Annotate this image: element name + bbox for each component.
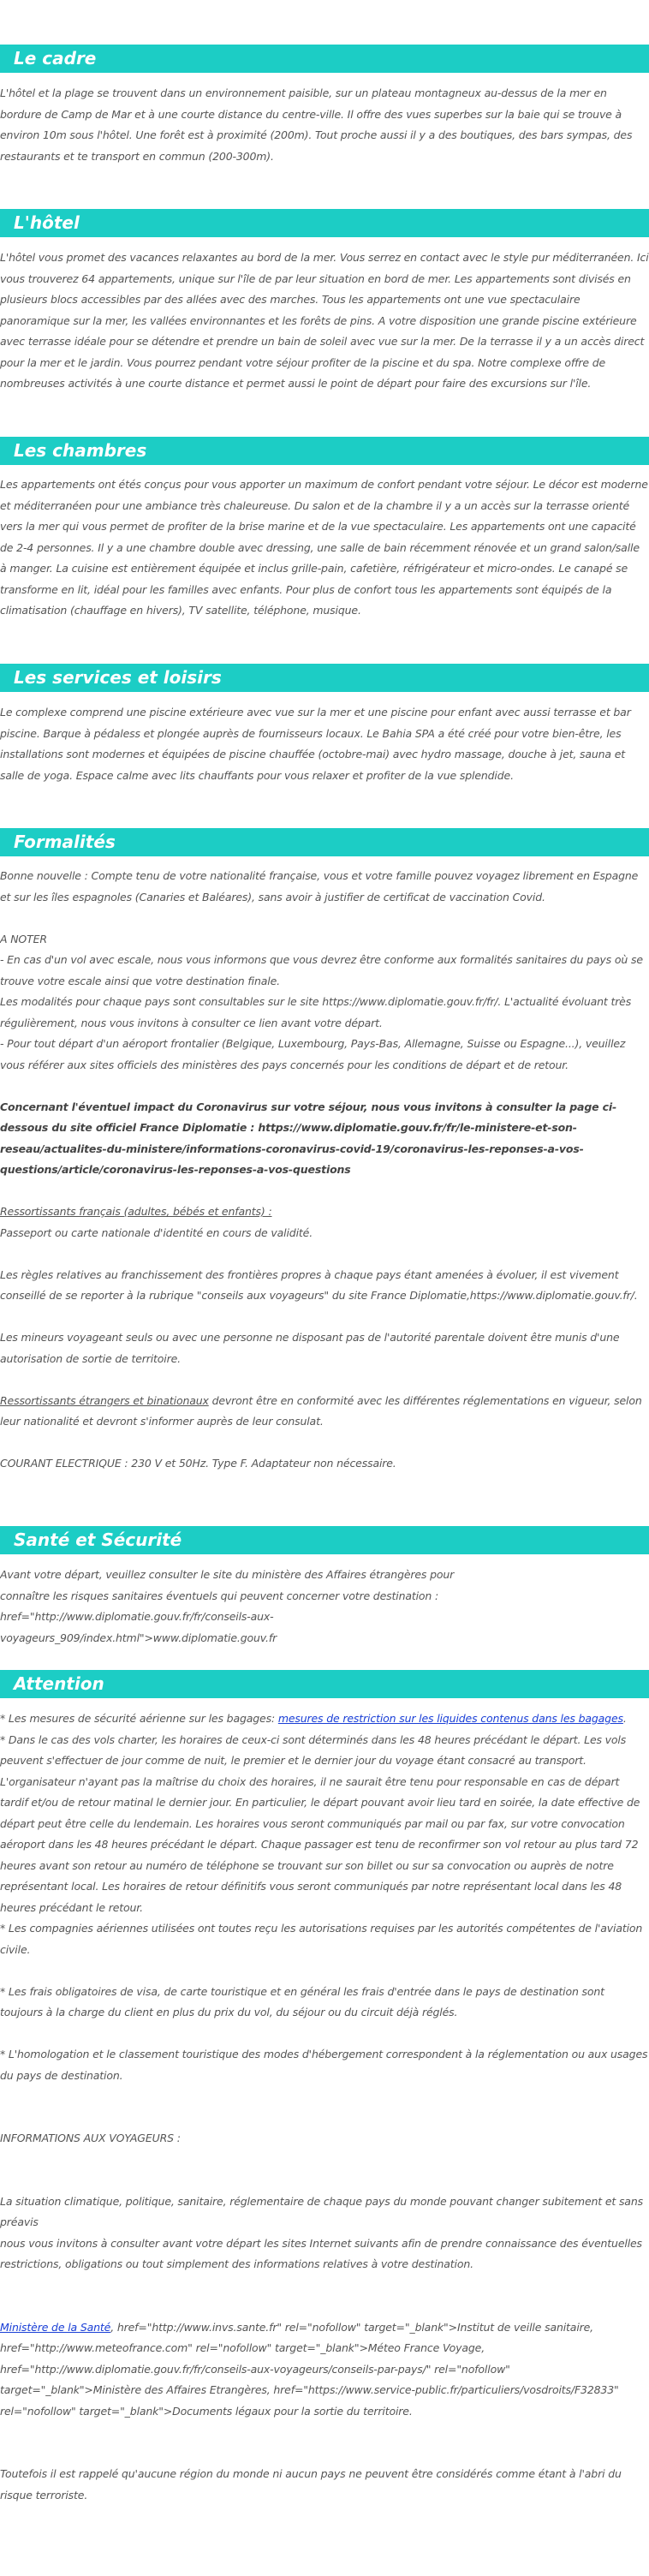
section-title: Les chambres	[14, 440, 147, 461]
formalites-modalites: Les modalités pour chaque pays sont consultables sur le site https://www.diplomatie.gouv.fr/fr/. L'actualité évoluant très régulièrement, nous vous invitons à consulter ce lien avant votre départ.	[0, 995, 632, 1029]
spacer	[0, 1181, 649, 1202]
spacer	[0, 2108, 649, 2129]
section-text: Avant votre départ, veuillez consulter le site du ministère des Affaires étrangères pour connaître les risques sanitaires éventuels qui peuvent concerner votre destination : href="http://www.diplomatie.gouv.fr/fr/conseils-aux-voyageurs_909/index.html">www.diplomatie.gouv.fr	[0, 1568, 455, 1644]
vols-charter: * Dans le cas des vols charter, les horaires de ceux-ci sont déterminés dans les 48 heures précédant le départ. Les vols peuvent s'effectuer de jour comme de nuit, le premier et le dernier jour du voyage étant consacré au transport. L'organisateur n'ayant pas la maîtrise du choix des horaires, il ne saurait être tenu pour responsable en cas de départ tardif et/ou de retour matinal le dernier jour. En particulier, le départ pouvant avoir lieu tard en soirée, la date effective de départ peut être celle du lendemain. Les horaires vous seront communiqués par mail ou par fax, sur votre convocation aéroport dans les 48 heures précédant le départ. Chaque passager est tenu de reconfirmer son vol retour au plus tard 72 heures avant son retour au numéro de téléphone se trouvant sur son billet ou sur sa convocation ou auprès de notre représentant local. Les horaires de retour définitifs vous seront communiqués par notre représentant local dans les 48 heures précédant le retour.	[0, 1732, 640, 1914]
section-title: Santé et Sécurité	[14, 1530, 182, 1550]
section-body	[0, 866, 649, 1475]
formalites-frontalier: - Pour tout départ d'un aéroport frontalier (Belgique, Luxembourg, Pays-Bas, Allemagne, Suisse ou Espagne...), veuillez vous référer aux sites officiels des ministères des pays concernés pour les conditions de départ et de retour.	[0, 1037, 626, 1071]
mineurs-text: Les mineurs voyageant seuls ou avec une personne ne disposant pas de l'autorité parentale doivent être munis d'une autorisation de sortie de territoire.	[0, 1331, 620, 1365]
section-header-hotel	[0, 209, 649, 237]
securite-bagages-suffix: .	[622, 1712, 627, 1725]
section-text: L'hôtel vous promet des vacances relaxantes au bord de la mer. Vous serrez en contact avec le style pur méditerranéen. Ici vous trouverez 64 appartements, unique sur l'île de par leur situation en bord de mer. Les appartements sont divisés en plusieurs blocs accessibles par des allées avec des marches. Tous les appartements ont une vue spectaculaire panoramique sur la mer, les vallées environnantes et les forêts de pins. A votre disposition une grande piscine extérieure avec terrasse idéale pour se détendre et prendre un bain de soleil avec vue sur la mer. De la terrasse il y a un accès direct pour la mer et le jardin. Vous pourrez pendant votre séjour profiter de la piscine et du spa. Notre complexe offre de nombreuses activités à une courte distance et permet aussi le point de départ pour faire des excursions sur l'île.	[0, 251, 649, 390]
liens-ministeres	[0, 2317, 649, 2423]
ressortissants-etrangers-heading: Ressortissants étrangers et binationaux	[0, 1393, 209, 1407]
ministere-sante-link[interactable]: Ministère de la Santé	[0, 2320, 111, 2334]
ressortissants-francais-heading: Ressortissants français (adultes, bébés et enfants) :	[0, 1205, 272, 1218]
spacer	[0, 1369, 649, 1391]
homologation: * L'homologation et le classement touristique des modes d'hébergement correspondent à la réglementation ou aux usages du pays de destination.	[0, 2048, 648, 2082]
situation-climatique: La situation climatique, politique, sanitaire, réglementaire de chaque pays du monde pouvant changer subitement et sans préavis	[0, 2194, 643, 2228]
ressortissants-etrangers	[0, 1391, 649, 1433]
formalites-nationality: Bonne nouvelle : Compte tenu de votre nationalité française, vous et votre famille pouvez voyagez librement en Espagne et sur les îles espagnoles (Canaries et Baléares), sans avoir à justifier de certificat de vaccination Covid.	[0, 869, 639, 903]
spacer	[0, 2170, 649, 2191]
spacer	[0, 1076, 649, 1097]
spacer	[0, 908, 649, 929]
section-title: Attention	[14, 1673, 104, 1694]
ressortissants-francais-text: Passeport ou carte nationale d'identité en cours de validité.	[0, 1225, 313, 1239]
section-header-services	[0, 664, 649, 692]
courant-electrique: COURANT ELECTRIQUE : 230 V et 50Hz. Type F. Adaptateur non nécessaire.	[0, 1457, 396, 1470]
section-header-sante	[0, 1526, 649, 1554]
securite-bagages-label: * Les mesures de sécurité aérienne sur les bagages:	[0, 1712, 278, 1725]
spacer	[0, 2150, 649, 2171]
spacer	[0, 2086, 649, 2108]
anoter-heading: A NOTER	[0, 932, 47, 945]
sites-internet: nous vous invitons à consulter avant votre départ les sites Internet suivants afin de prendre connaissance des éventuelles restrictions, obligations ou tout simplement des informations relatives à votre destination.	[0, 2236, 642, 2270]
compagnies-aeriennes: * Les compagnies aériennes utilisées ont toutes reçu les autorisations requises par les autorités compétentes de l'aviation civile.	[0, 1922, 643, 1956]
section-text: L'hôtel et la plage se trouvent dans un environnement paisible, sur un plateau montagneux au-dessus de la mer en bordure de Camp de Mar et à une courte distance du centre-ville. Il offre des vues superbes sur la baie qui se trouve à environ 10m sous l'hôtel. Une forêt est à proximité (200m). Tout proche aussi il y a des boutiques, des bars sympas, des restaurants et te transport en commun (200-300m).	[0, 86, 633, 163]
section-header-chambres	[0, 437, 649, 465]
section-title: L'hôtel	[14, 212, 80, 233]
section-header-cadre	[0, 45, 649, 73]
section-text: Le complexe comprend une piscine extérieure avec vue sur la mer et une piscine pour enfant avec aussi terrasse et bar piscine. Barque à pédaless et plongée auprès de fournisseurs locaux. Le Bahia SPA a été créé pour votre bien-être, les installations sont modernes et équipées de piscine chauffée (octobre-mai) avec hydro massage, douche à jet, sauna et salle de yoga. Espace calme avec lits chauffants pour vous relaxer et profiter de la vue splendide.	[0, 706, 631, 782]
regles-frontieres: Les règles relatives au franchissement des frontières propres à chaque pays étant amenées à évoluer, il est vivement conseillé de se reporter à la rubrique "conseils aux voyageurs" du site France Diplomatie,https://www.diplomatie.gouv.fr/.	[0, 1267, 638, 1302]
coronavirus-notice: Concernant l'éventuel impact du Coronavirus sur votre séjour, nous vous invitons à consulter la page ci-dessous du site officiel France Diplomatie : https://www.diplomatie.gouv.fr/fr/le-ministere-et-son-reseau/actualites-du-ministere/informations-coronavirus-covid-19/coronavirus-les-reponses-a-vos-questions/article/coronavirus-les-reponses-a-vos-questions	[0, 1100, 617, 1176]
liquides-restriction-link[interactable]: mesures de restriction sur les liquides contenus dans les bagages	[277, 1712, 623, 1725]
section-title: Le cadre	[14, 48, 97, 69]
spacer	[0, 1433, 649, 1454]
section-header-formalites	[0, 828, 649, 856]
section-title: Formalités	[14, 832, 116, 852]
spacer	[0, 2296, 649, 2317]
spacer	[0, 2443, 649, 2465]
spacer	[0, 2024, 649, 2045]
section-header-attention	[0, 1670, 649, 1698]
spacer	[0, 1243, 649, 1265]
risque-terroriste: Toutefois il est rappelé qu'aucune région du monde ni aucun pays ne peuvent être considérés comme étant à l'abri du risque terroriste.	[0, 2467, 622, 2501]
spacer	[0, 2275, 649, 2297]
spacer	[0, 1960, 649, 1982]
section-text: Les appartements ont étés conçus pour vous apporter un maximum de confort pendant votre séjour. Le décor est moderne et méditerranéen pour une ambiance très chaleureuse. Du salon et de la chambre il y a un accès sur la terrasse orienté vers la mer qui vous permet de profiter de la brise marine et de la vue spectaculaire. Les appartements ont une capacité de 2-4 personnes. Il y a une chambre double avec dressing, une salle de bain récemment rénovée et un grand salon/salle à manger. La cuisine est entièrement équipée et inclus grille-pain, cafetière, réfrigérateur et micro-ondes. Le canapé se transforme en lit, idéal pour les familles avec enfants. Pour plus de confort tous les appartements sont équipés de la climatisation (chauffage en hivers), TV satellite, téléphone, musique.	[0, 478, 648, 617]
liens-ministeres-text: , href="http://www.invs.sante.fr" rel="nofollow" target="_blank">Institut de veille sanitaire, href="http://www.meteofrance.com" rel="nofollow" target="_blank">Méteo France Voyage, href="http://www.diplomatie.gouv.fr/fr/conseils-aux-voyageurs/conseils-par-pays/" rel="nofollow" target="_blank">Ministère des Affaires Etrangères, href="https://www.service-public.fr/particuliers/vosdroits/F32833" rel="nofollow" target="_blank">Documents légaux pour la sortie du territoire.	[0, 2320, 619, 2418]
frais-obligatoires: * Les frais obligatoires de visa, de carte touristique et en général les frais d'entrée dans le pays de destination sont toujours à la charge du client en plus du prix du vol, du séjour ou du circuit déjà réglés.	[0, 1984, 604, 2018]
section-body	[0, 1708, 649, 2506]
informations-voyageurs-heading: INFORMATIONS AUX VOYAGEURS :	[0, 2132, 181, 2144]
section-title: Les services et loisirs	[14, 667, 222, 688]
ressortissants-etrangers-text: devront être en conformité avec les différentes réglementations en vigueur, selon leur nationalité et devront s'informer auprès de leur consulat.	[0, 1393, 642, 1428]
securite-bagages	[0, 1708, 649, 1730]
spacer	[0, 2422, 649, 2443]
spacer	[0, 1307, 649, 1328]
formalites-escale: - En cas d'un vol avec escale, nous vous informons que vous devrez être conforme aux formalités sanitaires du pays où se trouve votre escale ainsi que votre destination finale.	[0, 953, 643, 987]
